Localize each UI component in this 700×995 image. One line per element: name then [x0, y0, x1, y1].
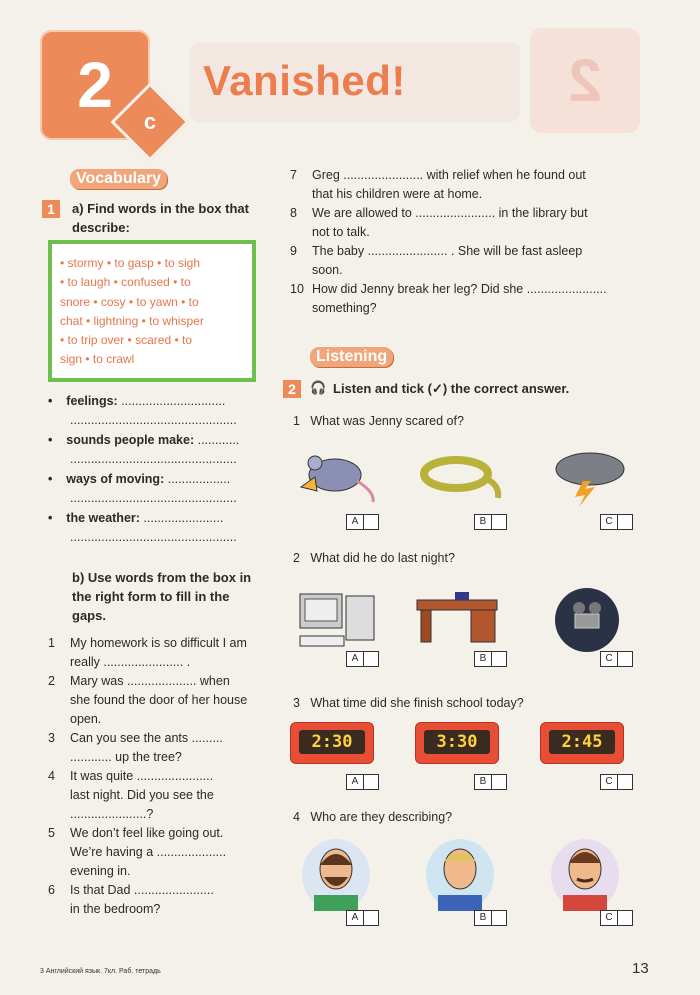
answer-2c[interactable]: C [600, 651, 633, 665]
exercise-number-2: 2 [283, 380, 301, 398]
desk-image [415, 590, 500, 645]
answer-4b[interactable]: B [474, 910, 507, 924]
answer-3b[interactable]: B [474, 774, 507, 788]
sentence-10: 10 How did Jenny break her leg? Did she ....................... something? [290, 282, 607, 315]
clock-a: 2:30 [290, 722, 374, 764]
category-list [48, 392, 258, 548]
answer-2a[interactable]: A [346, 651, 379, 665]
exercise-number-1: 1 [42, 200, 60, 218]
word-box-line: • to trip over • scared • to [60, 333, 192, 348]
answer-1a[interactable]: A [346, 514, 379, 528]
question-1: 1 What was Jenny scared of? [293, 414, 464, 428]
man-face-a [296, 835, 376, 913]
category-sounds: • sounds people make: ............ ................................................ [48, 433, 240, 466]
clock-c: 2:45 [540, 722, 624, 764]
unit-number-badge: 2 [40, 30, 150, 140]
storm-cloud-image [545, 447, 635, 507]
clock-b: 3:30 [415, 722, 499, 764]
man-face-b [420, 835, 500, 913]
man-face-c [545, 835, 625, 913]
category-feelings: • feelings: .............................. ................................................ [48, 394, 237, 427]
word-box-line: sign • to crawl [60, 352, 135, 367]
category-weather: • the weather: ....................... ................................................ [48, 511, 237, 544]
sentence-6: 6 Is that Dad ....................... in the bedroom? [48, 883, 214, 916]
sentence-5: 5 We don’t feel like going out. We’re having a .................... evening in. [48, 826, 227, 878]
exercise-1a-instruction: a) Find words in the box that describe: [72, 201, 249, 235]
word-box-line: snore • cosy • to yawn • to [60, 294, 199, 309]
word-box-line: • stormy • to gasp • to sigh [60, 256, 200, 270]
question-4: 4 Who are they describing? [293, 810, 453, 824]
sentences-right [290, 166, 635, 318]
headphones-icon: 🎧 [310, 380, 327, 395]
exercise-1b-instruction: b) Use words from the box in the right form to fill in the gaps. [72, 570, 252, 623]
sentence-7: 7 Greg ....................... with relief when he found out that his children were at home. [290, 168, 586, 201]
page-number: 13 [632, 960, 649, 977]
category-moving: • ways of moving: .................. ................................................ [48, 472, 237, 505]
cinema-projector-image [545, 588, 630, 653]
word-box-line: • to laugh • confused • to [60, 275, 191, 290]
answer-1c[interactable]: C [600, 514, 633, 528]
question-3: 3 What time did she finish school today? [293, 696, 524, 710]
sentence-8: 8 We are allowed to ....................... in the library but not to talk. [290, 206, 588, 239]
computer-image [296, 588, 381, 658]
exercise-2-instruction: Listen and tick (✓) the correct answer. [333, 381, 570, 396]
answer-4a[interactable]: A [346, 910, 379, 924]
answer-3c[interactable]: C [600, 774, 633, 788]
unit-letter-badge: c [110, 82, 189, 161]
word-box-line: chat • lightning • to whisper [60, 313, 204, 328]
question-2: 2 What did he do last night? [293, 551, 455, 565]
answer-3a[interactable]: A [346, 774, 379, 788]
listening-heading: Listening [310, 347, 393, 367]
sentence-3: 3 Can you see the ants ......... ............ up the tree? [48, 731, 223, 764]
footer-text: 3 Английский язык. 7кл. Раб. тетрадь [40, 968, 161, 975]
rat-image [295, 447, 385, 507]
sentence-2: 2 Mary was .................... when she found the door of her house open. [48, 674, 248, 726]
page-title: Vanished! [203, 57, 406, 104]
sentences-left [48, 634, 258, 919]
answer-2b[interactable]: B [474, 651, 507, 665]
word-box [48, 240, 256, 382]
answer-1b[interactable]: B [474, 514, 507, 528]
snake-image [418, 452, 508, 502]
sentence-9: 9 The baby ....................... . She will be fast asleep soon. [290, 244, 583, 277]
background-ghost-unit: 2 [530, 28, 640, 133]
answer-4c[interactable]: C [600, 910, 633, 924]
word-box-list [60, 254, 242, 370]
sentence-4: 4 It was quite ...................... last night. Did you see the ......................? [48, 769, 214, 821]
sentence-1: 1 My homework is so difficult I am really ....................... . [48, 636, 247, 669]
vocabulary-heading: Vocabulary [70, 169, 167, 189]
